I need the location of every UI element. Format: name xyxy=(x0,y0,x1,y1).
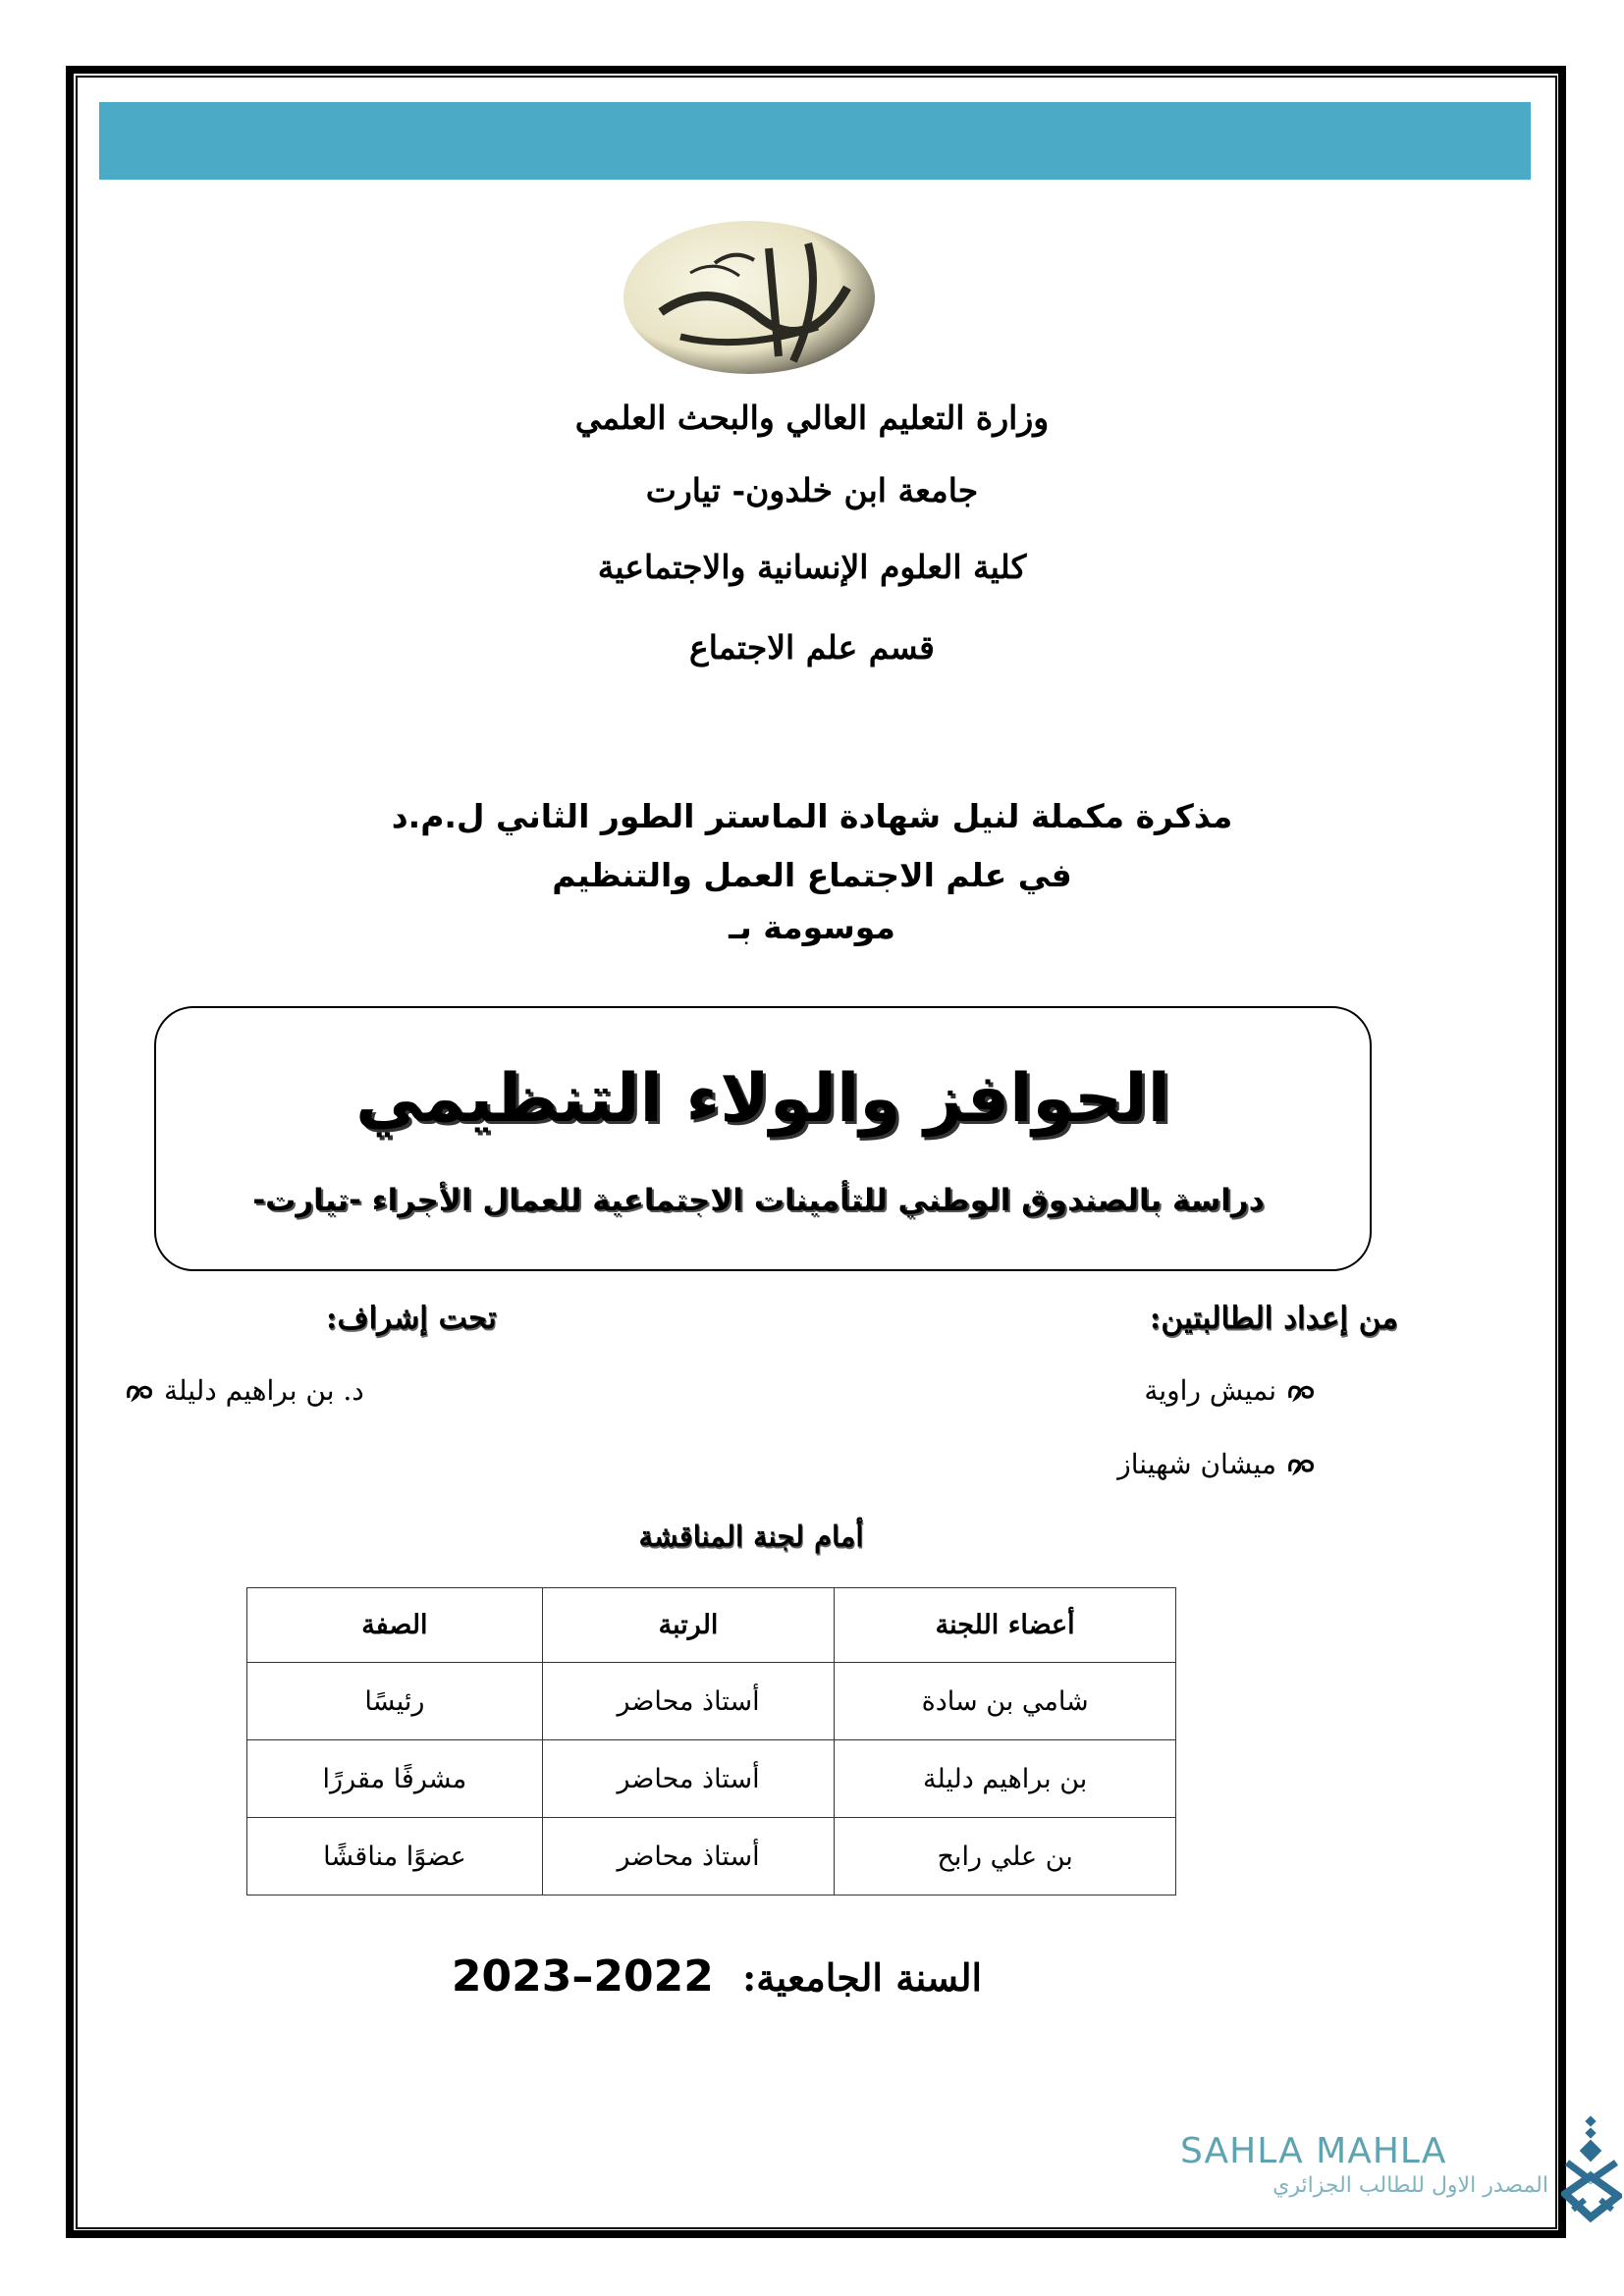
member-role: عضوًا مناقشًا xyxy=(247,1818,543,1896)
table-row xyxy=(247,1740,1176,1818)
member-rank: أستاذ محاضر xyxy=(542,1740,834,1818)
degree-description: مذكرة مكملة لنيل شهادة الماستر الطور الثاني ل.م.د xyxy=(391,797,1233,835)
supervisor-item xyxy=(125,1374,364,1407)
academic-year-label: السنة الجامعية: xyxy=(742,1955,983,2000)
watermark xyxy=(1180,2132,1548,2201)
table-row xyxy=(247,1818,1176,1896)
ornament-bullet-icon xyxy=(1286,1380,1316,1402)
student-item xyxy=(1144,1374,1316,1407)
thesis-title: الحوافز والولاء التنظيمي xyxy=(355,1060,1170,1138)
academic-year-value: 2023–2022 xyxy=(451,1951,714,2002)
student-item xyxy=(1117,1448,1316,1480)
column-header-role: الصفة xyxy=(247,1588,543,1663)
column-header-rank: الرتبة xyxy=(542,1588,834,1663)
member-rank: أستاذ محاضر xyxy=(542,1818,834,1896)
university-name: جامعة ابن خلدون- تيارت xyxy=(645,471,979,509)
students-label: من إعداد الطالبتين: xyxy=(1149,1301,1398,1336)
member-name: بن براهيم دليلة xyxy=(835,1740,1176,1818)
header-accent-bar xyxy=(99,102,1531,180)
titled-label: موسومة بـ xyxy=(729,908,895,946)
faculty-name: كلية العلوم الإنسانية والاجتماعية xyxy=(597,548,1027,586)
committee-label: أمام لجنة المناقشة xyxy=(638,1520,864,1553)
student-name: ميشان شهيناز xyxy=(1117,1448,1276,1480)
sahla-mahla-logo-icon xyxy=(1561,2115,1622,2223)
supervisor-name: د. بن براهيم دليلة xyxy=(164,1374,364,1407)
supervisor-label: تحت إشراف: xyxy=(326,1301,497,1336)
ornament-bullet-icon xyxy=(125,1380,154,1402)
member-role: رئيسًا xyxy=(247,1663,543,1740)
university-logo-icon xyxy=(622,219,877,376)
member-name: بن علي رابح xyxy=(835,1818,1176,1896)
watermark-subtitle: المصدر الاول للطالب الجزائري xyxy=(1272,2173,1548,2198)
ornament-bullet-icon xyxy=(1286,1454,1316,1475)
thesis-subtitle: دراسة بالصندوق الوطني للتأمينات الاجتماعية للعمال الأجراء -تيارت- xyxy=(252,1183,1265,1218)
academic-year xyxy=(0,1951,1434,2002)
table-header-row xyxy=(247,1588,1176,1663)
department-name: قسم علم الاجتماع xyxy=(689,628,935,667)
member-rank: أستاذ محاضر xyxy=(542,1663,834,1740)
column-header-members: أعضاء اللجنة xyxy=(835,1588,1176,1663)
ministry-name: وزارة التعليم العالي والبحث العلمي xyxy=(574,399,1050,437)
field-description: في علم الاجتماع العمل والتنظيم xyxy=(552,856,1072,894)
title-box xyxy=(154,1006,1372,1271)
member-name: شامي بن سادة xyxy=(835,1663,1176,1740)
table-row xyxy=(247,1663,1176,1740)
student-name: نميش راوية xyxy=(1144,1374,1276,1407)
committee-table xyxy=(246,1587,1176,1896)
member-role: مشرفًا مقررًا xyxy=(247,1740,543,1818)
watermark-title: SAHLA MAHLA xyxy=(1180,2131,1447,2171)
